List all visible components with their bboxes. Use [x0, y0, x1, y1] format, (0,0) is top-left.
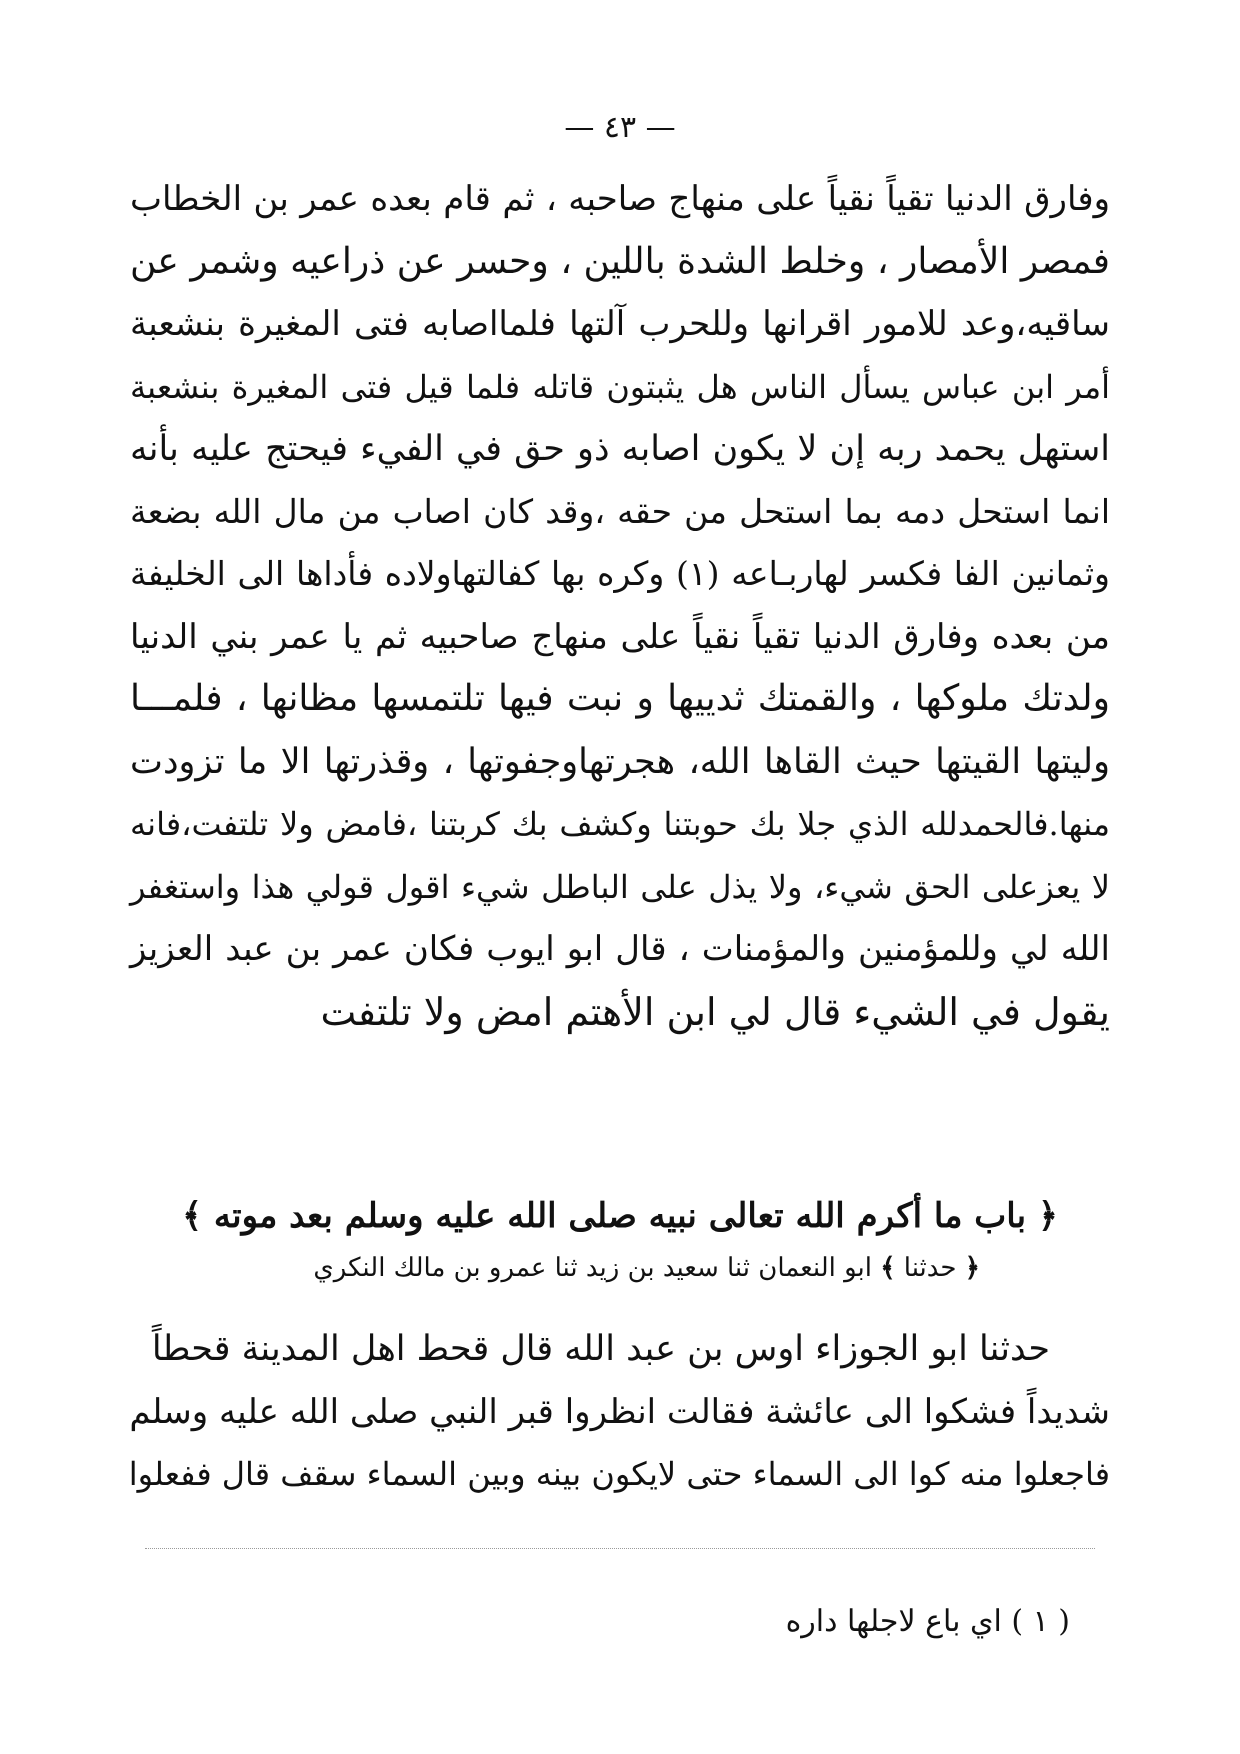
isnad-close-bracket: ﴾ — [880, 1253, 896, 1283]
text-line: وثمانين الفا فكسر لهاربـاعه (١) وكره بها كفالتهاولاده فأداها الى الخليفة — [130, 554, 1110, 593]
main-paragraph — [130, 168, 1110, 1043]
isnad-line — [130, 1244, 1110, 1292]
text-line: فاجعلوا منه كوا الى السماء حتى لايكون بينه وبين السماء سقف قال ففعلوا — [128, 1455, 1110, 1493]
chapter-block — [130, 1188, 1110, 1292]
text-line: منها.فالحمدلله الذي جلا بك حوبتنا وكشف بك كربتنا ،فامض ولا تلتفت،فانه — [130, 805, 1110, 843]
text-line: ساقيه،وعد للامور اقرانها وللحرب آلتها فلمااصابه فتى المغيرة بنشعبة — [130, 304, 1110, 344]
text-line: استهل يحمد ربه إن لا يكون اصابه ذو حق في الفيء فيحتج عليه بأنه — [130, 429, 1110, 469]
footnote: ( ١ ) اي باع لاجلها داره — [785, 1604, 1070, 1639]
text-line-first: حدثنا ابو الجوزاء اوس بن عبد الله قال قحط اهل المدينة قحطاً — [151, 1329, 1050, 1369]
chapter-title: باب ما أكرم الله تعالى نبيه صلى الله عليه وسلم بعد موته — [213, 1196, 1027, 1236]
isnad-label: حدثنا — [903, 1253, 957, 1283]
isnad-text: ابو النعمان ثنا سعيد بن زيد ثنا عمرو بن مالك النكري — [313, 1253, 872, 1283]
text-line: وليتها القيتها حيث القاها الله، هجرتهاوجفوتها ، وقذرتها الا ما تزودت — [130, 741, 1110, 782]
second-paragraph — [130, 1318, 1110, 1506]
text-line: فمصر الأمصار ، وخلط الشدة باللين ، وحسر عن ذراعيه وشمر عن — [130, 240, 1110, 282]
text-line: وفارق الدنيا تقياً نقياً على منهاج صاحبه ، ثم قام بعده عمر بن الخطاب — [130, 179, 1110, 219]
heading-close-bracket: ﴾ — [182, 1196, 203, 1236]
text-line: الله لي وللمؤمنين والمؤمنات ، قال ابو ايوب فكان عمر بن عبد العزيز — [130, 929, 1110, 969]
footnote-divider — [145, 1548, 1095, 1549]
text-line: شديداً فشكوا الى عائشة فقالت انظروا قبر النبي صلى الله عليه وسلم — [129, 1391, 1110, 1432]
page-number: — ٤٣ — — [564, 110, 676, 145]
text-line: ولدتك ملوكها ، والقمتك ثدييها و نبت فيها تلتمسها مظانها ، فلمـــا — [130, 678, 1111, 719]
chapter-heading — [130, 1188, 1110, 1244]
text-line-last: يقول في الشيء قال لي ابن الأهتم امض ولا تلتفت — [320, 989, 1110, 1034]
heading-open-bracket: ﴿ — [1037, 1196, 1058, 1236]
text-line: انما استحل دمه بما استحل من حقه ،وقد كان اصاب من مال الله بضعة — [130, 491, 1110, 531]
text-line: أمر ابن عباس يسأل الناس هل يثبتون قاتله فلما قيل فتى المغيرة بنشعبة — [130, 367, 1110, 406]
isnad-open-bracket: ﴿ — [964, 1253, 980, 1283]
text-line: من بعده وفارق الدنيا تقياً نقياً على منهاج صاحبيه ثم يا عمر بني الدنيا — [130, 616, 1110, 657]
text-line: لا يعزعلى الحق شيء، ولا يذل على الباطل شيء اقول قولي هذا واستغفر — [130, 867, 1110, 906]
